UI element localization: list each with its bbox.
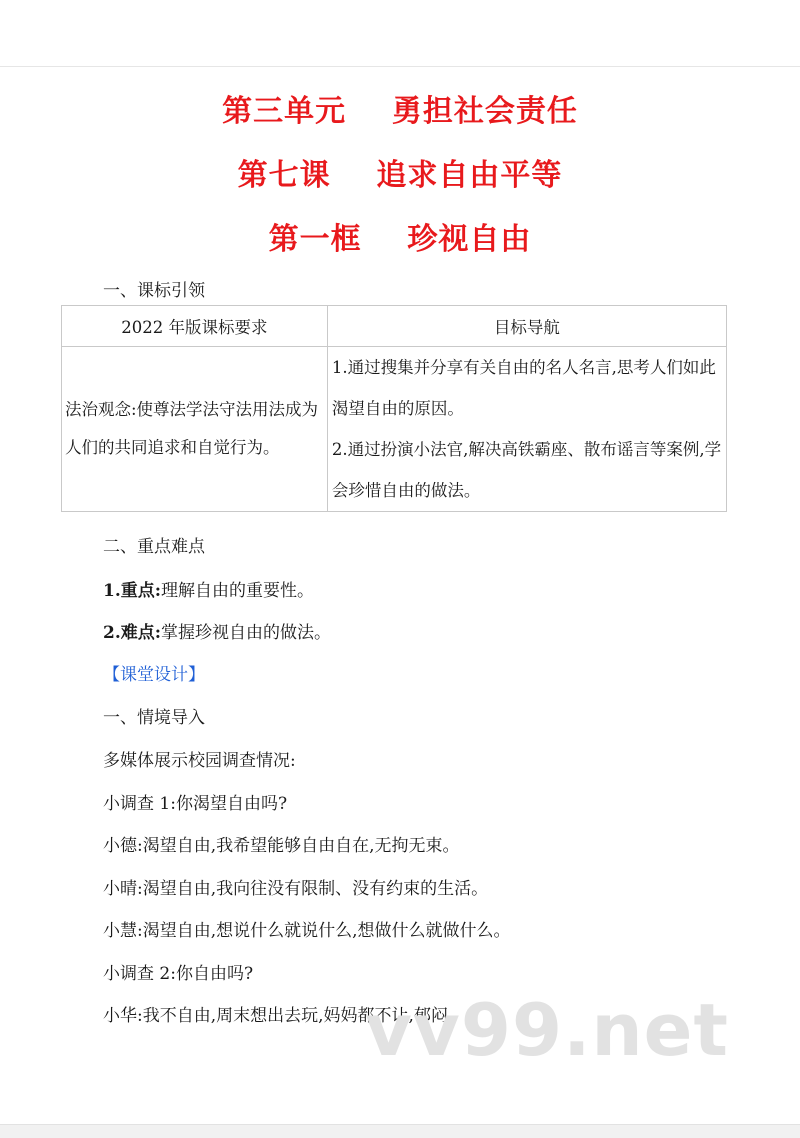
dialogue-line: 小华:我不自由,周末想出去玩,妈妈都不让,郁闷。 bbox=[103, 1006, 465, 1026]
watermark: vv99.net bbox=[365, 988, 729, 1072]
requirement-cell bbox=[62, 347, 328, 512]
frame-title: 第一框 珍视自由 bbox=[268, 222, 532, 257]
dialogue-line: 小调查 2:你自由吗? bbox=[103, 964, 254, 984]
goal-item: 2.通过扮演小法官,解决高铁霸座、散布谣言等案例,学会珍惜自由的做法。 bbox=[331, 440, 722, 500]
key-point-text: 理解自由的重要性。 bbox=[161, 581, 315, 601]
key-point-label: 1.重点: bbox=[103, 581, 162, 601]
page-top-edge bbox=[0, 66, 800, 67]
key-point-line bbox=[103, 576, 314, 601]
scenario-heading: 一、情境导入 bbox=[103, 708, 205, 728]
goal-item: 1.通过搜集并分享有关自由的名人名言,思考人们如此渴望自由的原因。 bbox=[331, 358, 716, 418]
difficult-point-text: 掌握珍视自由的做法。 bbox=[161, 623, 332, 643]
table-row bbox=[62, 347, 727, 512]
dialogue-line: 小晴:渴望自由,我向往没有限制、没有约束的生活。 bbox=[103, 879, 489, 899]
unit-title: 第三单元 勇担社会责任 bbox=[222, 94, 578, 129]
dialogue-line: 小调查 1:你渴望自由吗? bbox=[103, 794, 288, 814]
scenario-intro: 多媒体展示校园调查情况: bbox=[103, 751, 296, 771]
table-header-goals: 目标导航 bbox=[327, 306, 726, 347]
goals-cell bbox=[327, 347, 726, 512]
section-heading-standards: 一、课标引领 bbox=[103, 281, 205, 301]
table-header-row bbox=[62, 306, 727, 347]
dialogue-line: 小慧:渴望自由,想说什么就说什么,想做什么就做什么。 bbox=[103, 921, 511, 941]
lesson-title: 第七课 追求自由平等 bbox=[237, 158, 563, 193]
dialogue-line: 小德:渴望自由,我希望能够自由自在,无拘无束。 bbox=[103, 836, 460, 856]
standards-table bbox=[61, 305, 727, 512]
classroom-design-label: 【课堂设计】 bbox=[103, 665, 205, 685]
difficult-point-line bbox=[103, 618, 331, 643]
difficult-point-label: 2.难点: bbox=[103, 623, 162, 643]
page-bottom-edge bbox=[0, 1124, 800, 1138]
requirement-text: 法治观念:使尊法学法守法用法成为人们的共同追求和自觉行为。 bbox=[65, 400, 319, 457]
table-header-requirement: 2022 年版课标要求 bbox=[62, 306, 328, 347]
section-heading-key-points: 二、重点难点 bbox=[103, 537, 205, 557]
